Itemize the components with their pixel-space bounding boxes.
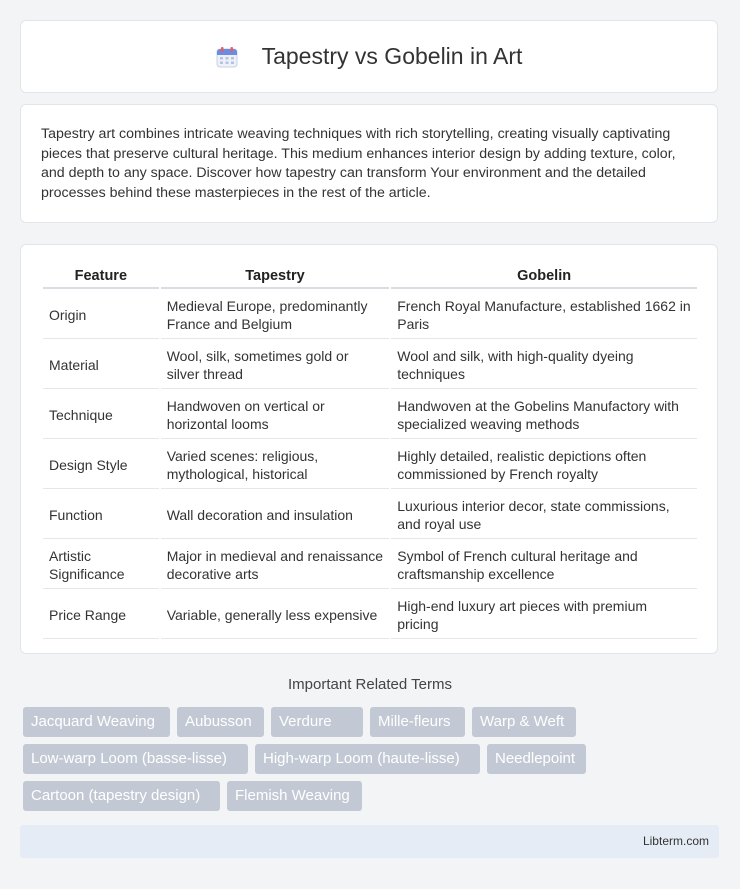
related-term-tag[interactable]: Warp & Weft (472, 707, 576, 737)
tapestry-cell: Wall decoration and insulation (161, 491, 390, 539)
gobelin-cell: Handwoven at the Gobelins Manufactory with specialized weaving methods (391, 391, 697, 439)
footer (20, 825, 719, 858)
gobelin-cell: Luxurious interior decor, state commissions, and royal use (391, 491, 697, 539)
title-text: Tapestry vs Gobelin in Art (261, 43, 523, 69)
header-tapestry: Tapestry (161, 265, 390, 289)
feature-cell: Function (43, 491, 159, 539)
tapestry-cell: Variable, generally less expensive (161, 591, 390, 639)
header-feature: Feature (43, 265, 159, 289)
related-terms-title: Important Related Terms (288, 676, 452, 693)
related-term-tag[interactable]: Needlepoint (487, 744, 586, 774)
calendar-icon (216, 46, 238, 68)
feature-cell: Artistic Significance (43, 541, 159, 589)
gobelin-cell: High-end luxury art pieces with premium pricing (391, 591, 697, 639)
related-term-tag[interactable]: High-warp Loom (haute-lisse) (255, 744, 480, 774)
gobelin-cell: Symbol of French cultural heritage and craftsmanship excellence (391, 541, 697, 589)
header-gobelin: Gobelin (391, 265, 697, 289)
related-term-tag[interactable]: Cartoon (tapestry design) (23, 781, 220, 811)
related-term-tag[interactable]: Aubusson (177, 707, 264, 737)
tapestry-cell: Handwoven on vertical or horizontal looms (161, 391, 390, 439)
feature-cell: Design Style (43, 441, 159, 489)
gobelin-cell: French Royal Manufacture, established 1662 in Paris (391, 291, 697, 339)
table-row (43, 491, 697, 539)
comparison-table (41, 263, 699, 641)
table-header-row (43, 265, 697, 289)
table-row (43, 391, 697, 439)
table-row (43, 341, 697, 389)
tapestry-cell: Major in medieval and renaissance decorative arts (161, 541, 390, 589)
feature-cell: Material (43, 341, 159, 389)
table-row (43, 291, 697, 339)
table-row (43, 591, 697, 639)
gobelin-cell: Wool and silk, with high-quality dyeing techniques (391, 341, 697, 389)
page-title (216, 43, 523, 70)
title-card (20, 20, 718, 93)
gobelin-cell: Highly detailed, realistic depictions often commissioned by French royalty (391, 441, 697, 489)
related-term-tag[interactable]: Jacquard Weaving (23, 707, 170, 737)
table-row (43, 441, 697, 489)
tapestry-cell: Wool, silk, sometimes gold or silver thread (161, 341, 390, 389)
intro-paragraph: Tapestry art combines intricate weaving techniques with rich storytelling, creating visually captivating pieces that preserve cultural heritage. This medium enhances interior design by adding texture, color, and depth to any space. Discover how tapestry can transform Your environment and the detailed processes behind these masterpieces in the rest of the article. (41, 126, 676, 201)
feature-cell: Price Range (43, 591, 159, 639)
tapestry-cell: Varied scenes: religious, mythological, historical (161, 441, 390, 489)
related-term-tag[interactable]: Verdure (271, 707, 363, 737)
footer-site[interactable]: Libterm.com (642, 834, 709, 848)
related-term-tag[interactable]: Mille-fleurs (370, 707, 465, 737)
feature-cell: Origin (43, 291, 159, 339)
table-row (43, 541, 697, 589)
feature-cell: Technique (43, 391, 159, 439)
comparison-card (20, 244, 718, 654)
tapestry-cell: Medieval Europe, predominantly France and Belgium (161, 291, 390, 339)
intro-card (20, 104, 718, 223)
related-term-tag[interactable]: Flemish Weaving (227, 781, 362, 811)
related-term-tag[interactable]: Low-warp Loom (basse-lisse) (23, 744, 248, 774)
